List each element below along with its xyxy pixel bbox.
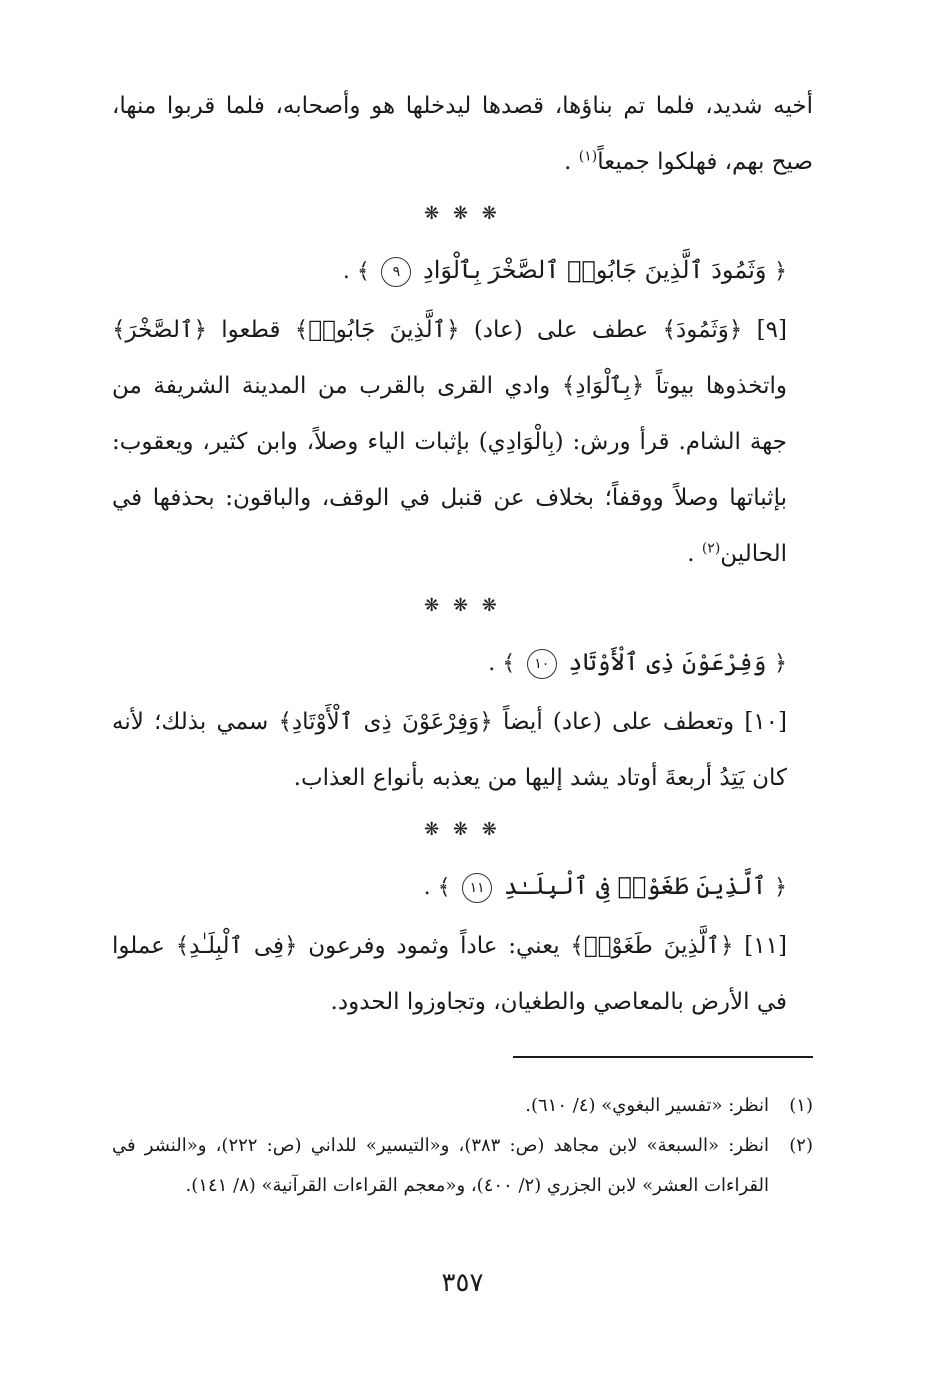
section-separator: ❋ ❋ ❋ [424, 595, 501, 616]
paragraph-continuation [112, 78, 813, 190]
ornate-bracket-open: ﴿ [774, 259, 787, 284]
ornate-bracket-open: ﴿ [774, 875, 787, 900]
ornate-bracket-open: ﴿ [774, 651, 787, 676]
footnote-number: (٢) [789, 1135, 813, 1156]
commentary-paragraph-9 [112, 302, 813, 582]
verse-text: وَثَمُودَ ٱلَّذِينَ جَابُوا۟ ٱلصَّخْرَ بِٱلْوَادِ [423, 256, 767, 284]
footnote-reference-2[interactable]: (٢) [701, 540, 721, 557]
commentary-paragraph-10: [١٠] وتعطف على (عاد) أيضاً ﴿وَفِرْعَوْنَ ذِى ٱلْأَوْتَادِ﴾ سمي بذلك؛ لأنه كان يَتِدُ أربعةَ أوتاد يشد إليها من يعذبه بأنواع العذاب. [112, 709, 787, 791]
ornate-bracket-close: ﴾ . [342, 259, 370, 284]
footnote-text: انظر: «السبعة» لابن مجاهد (ص: ٣٨٣)، و«التيسير» للداني (ص: ٢٢٢)، و«النشر في القراءات العشر» لابن الجزري (٢/ ٤٠٠)، و«معجم القراءات القرآنية» (٨/ ١٤١). [112, 1135, 769, 1196]
verse-text: ٱلَّذِينَ طَغَوْا۟ فِى ٱلْبِلَـٰدِ [503, 872, 767, 900]
footnote-text: انظر: «تفسير البغوي» (٤/ ٦١٠). [525, 1095, 769, 1116]
footnote-1 [112, 1086, 813, 1126]
ornate-bracket-close: ﴾ . [423, 875, 451, 900]
ornate-bracket-close: ﴾ . [488, 651, 516, 676]
paragraph-text: [٩] ﴿وَثَمُودَ﴾ عطف على (عاد) ﴿ٱلَّذِينَ جَابُوا۟﴾ قطعوا ﴿ٱلصَّخْرَ﴾ واتخذوها بيوتاً ﴿بِٱلْوَادِ﴾ وادي القرى بالقرب من المدينة الشريفة من جهة الشام. قرأ ورش: (بِالْوَادِي) بإثبات الياء وصلاً، وابن كثير، ويعقوب: بإثباتها وصلاً ووقفاً؛ بخلاف عن قنبل في الوقف، والباقون: بحذفها في الحالين [112, 317, 787, 567]
quran-verse-11 [112, 856, 813, 918]
paragraph-end: . [564, 149, 572, 175]
footnote-number: (١) [789, 1095, 813, 1116]
paragraph-end: . [687, 541, 695, 567]
quran-verse-9 [112, 240, 813, 302]
footnote-2 [112, 1126, 813, 1206]
quran-verse-10 [112, 632, 813, 694]
commentary-paragraph-11: [١١] ﴿ٱلَّذِينَ طَغَوْا۟﴾ يعني: عاداً وثمود وفرعون ﴿فِى ٱلْبِلَـٰدِ﴾ عملوا في الأرض بالمعاصي والطغيان، وتجاوزوا الحدود. [112, 933, 787, 1015]
verse-text: وَفِرْعَوْنَ ذِى ٱلْأَوْتَادِ [568, 648, 767, 676]
ayah-number-marker: ٩ [381, 257, 411, 287]
ayah-number-marker: ١٠ [527, 649, 557, 679]
paragraph-text: أخيه شديد، فلما تم بناؤها، قصدها ليدخلها هو وأصحابه، فلما قربوا منها، صيح بهم، فهلكوا جميعاً [112, 93, 813, 175]
ayah-number-marker: ١١ [462, 873, 492, 903]
section-separator: ❋ ❋ ❋ [424, 203, 501, 224]
footnote-divider [513, 1056, 813, 1058]
section-separator: ❋ ❋ ❋ [424, 819, 501, 840]
page-number: ٣٥٧ [441, 1268, 484, 1298]
footnote-reference-1[interactable]: (١) [578, 148, 598, 165]
